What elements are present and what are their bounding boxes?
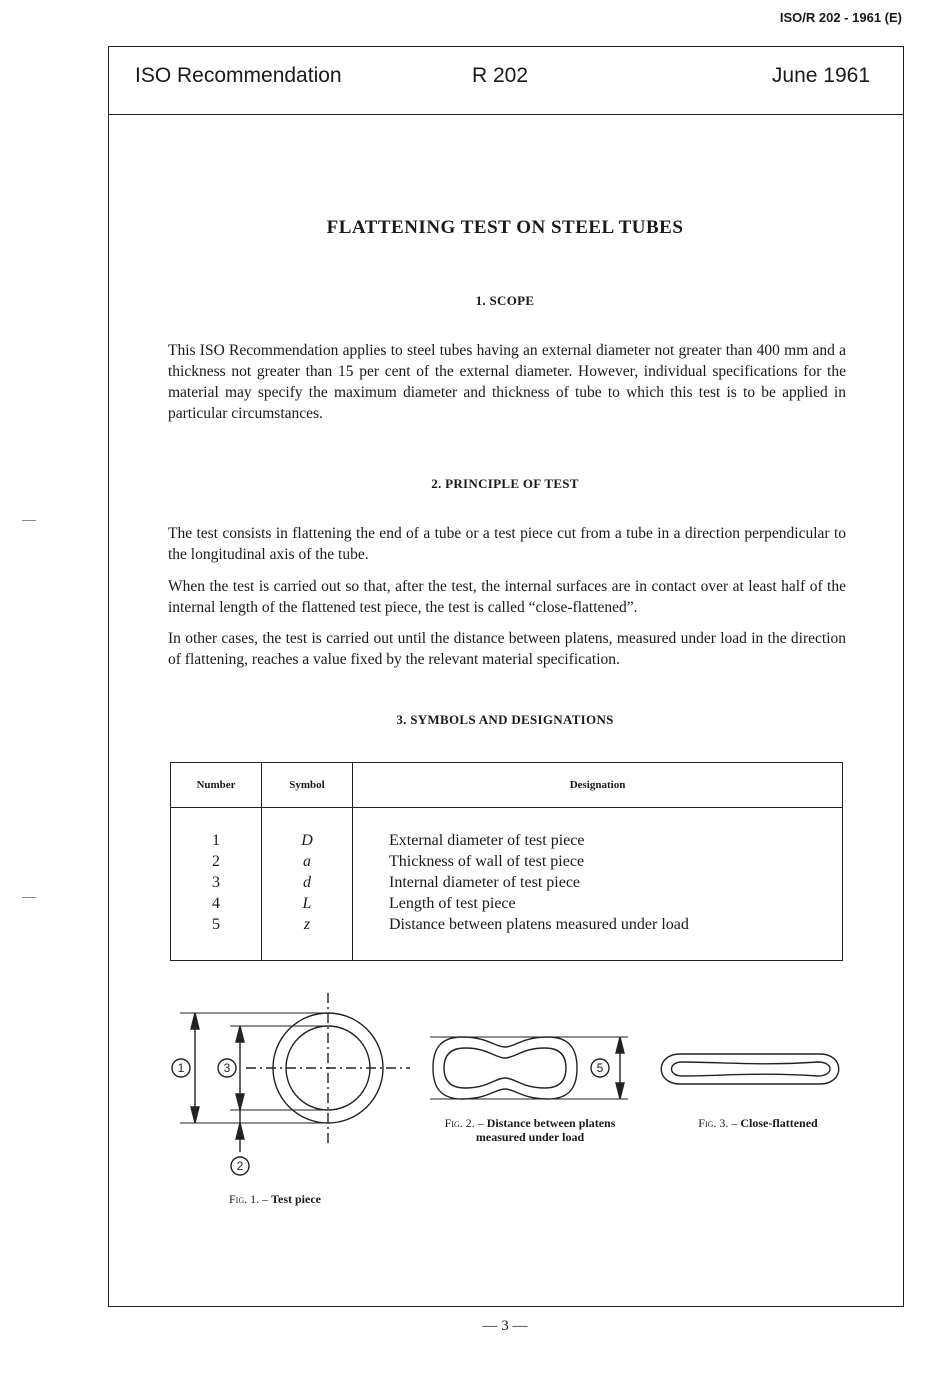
arrowhead — [616, 1037, 624, 1053]
fig1-caption-text: Test piece — [271, 1192, 321, 1206]
fig1-label-2: 2 — [236, 1159, 244, 1173]
arrowhead — [191, 1107, 199, 1123]
table-cell: Thickness of wall of test piece — [389, 853, 585, 870]
fig2-inner-shape — [444, 1048, 566, 1088]
document-reference: ISO/R 202 - 1961 (E) — [779, 10, 902, 25]
arrowhead — [236, 1026, 244, 1042]
table-cell: Distance between platens measured under load — [389, 916, 689, 933]
fig1-caption — [190, 1192, 360, 1206]
fig3-outer-shape — [661, 1054, 839, 1084]
section-heading-scope: 1. SCOPE — [475, 293, 535, 308]
arrowhead — [236, 1094, 244, 1110]
fig3-caption-text: Close-flattened — [740, 1116, 818, 1130]
fig1-label-1: 1 — [177, 1061, 185, 1075]
arrowhead — [236, 1123, 244, 1139]
principle-paragraph-1: The test consists in flattening the end of a tube or a test piece cut from a tube in a direction perpendicular to the longitudinal axis of the tube. — [168, 525, 846, 563]
fig3-close-flattened-tube — [661, 1054, 839, 1084]
header-number: R 202 — [471, 64, 529, 87]
table-cell: 3 — [212, 874, 220, 891]
table-cell: a — [303, 853, 311, 870]
table-cell: D — [301, 832, 313, 849]
arrowhead — [191, 1013, 199, 1029]
fig3-caption-prefix: Fig. 3. – — [698, 1116, 741, 1130]
table-cell: Internal diameter of test piece — [389, 874, 581, 891]
margin-mark — [22, 520, 36, 521]
fig1-caption-prefix: Fig. 1. – — [228, 1192, 272, 1206]
table-cell: 4 — [212, 895, 220, 912]
fig2-caption — [410, 1116, 650, 1144]
margin-mark — [22, 897, 36, 898]
principle-paragraph-3: In other cases, the test is carried out until the distance between platens, measured under load in the direction of flattening, reaches a value fixed by the relevant material specification. — [168, 630, 846, 668]
column-header-designation: Designation — [353, 763, 843, 808]
table-cell: External diameter of test piece — [389, 832, 585, 849]
fig1-label-3: 3 — [223, 1061, 231, 1075]
scope-paragraph: This ISO Recommendation applies to steel tubes having an external diameter not greater than 400 mm and a thickness not greater than 15 per cent of the external diameter. However, individual specifications for the material may specify the maximum diameter and thickness of tube to which this test is to be applied in particular circumstances. — [168, 342, 846, 422]
column-header-symbol: Symbol — [262, 763, 353, 808]
header-date: June 1961 — [771, 64, 870, 87]
fig1-test-piece — [172, 993, 410, 1175]
fig2-outer-shape — [433, 1037, 577, 1099]
arrowhead — [616, 1083, 624, 1099]
table-cell: 2 — [212, 853, 220, 870]
fig2-caption-prefix: Fig. 2. – — [444, 1116, 487, 1130]
fig2-label-5: 5 — [596, 1061, 604, 1075]
fig2-caption-text: Distance between platens — [486, 1116, 616, 1130]
table-cell: z — [303, 916, 311, 933]
fig3-inner-shape — [672, 1062, 831, 1076]
fig3-caption — [668, 1116, 848, 1130]
fig2-caption-line2: measured under load — [475, 1130, 585, 1144]
table-cell: Length of test piece — [389, 895, 516, 912]
table-cell: L — [302, 895, 312, 912]
document-title: FLATTENING TEST ON STEEL TUBES — [326, 217, 684, 238]
principle-paragraph-2: When the test is carried out so that, after the test, the internal surfaces are in contact over at least half of the internal length of the flattened test piece, the test is called “close-flattened”. — [168, 578, 846, 616]
table-cell: 5 — [212, 916, 220, 933]
column-header-number: Number — [171, 763, 262, 808]
page-number: — 3 — — [482, 1318, 528, 1334]
section-heading-symbols: 3. SYMBOLS AND DESIGNATIONS — [396, 712, 614, 727]
header-recommendation: ISO Recommendation — [135, 64, 342, 87]
table-cell: d — [303, 874, 311, 891]
section-heading-principle: 2. PRINCIPLE OF TEST — [431, 476, 579, 491]
table-cell: 1 — [212, 832, 220, 849]
